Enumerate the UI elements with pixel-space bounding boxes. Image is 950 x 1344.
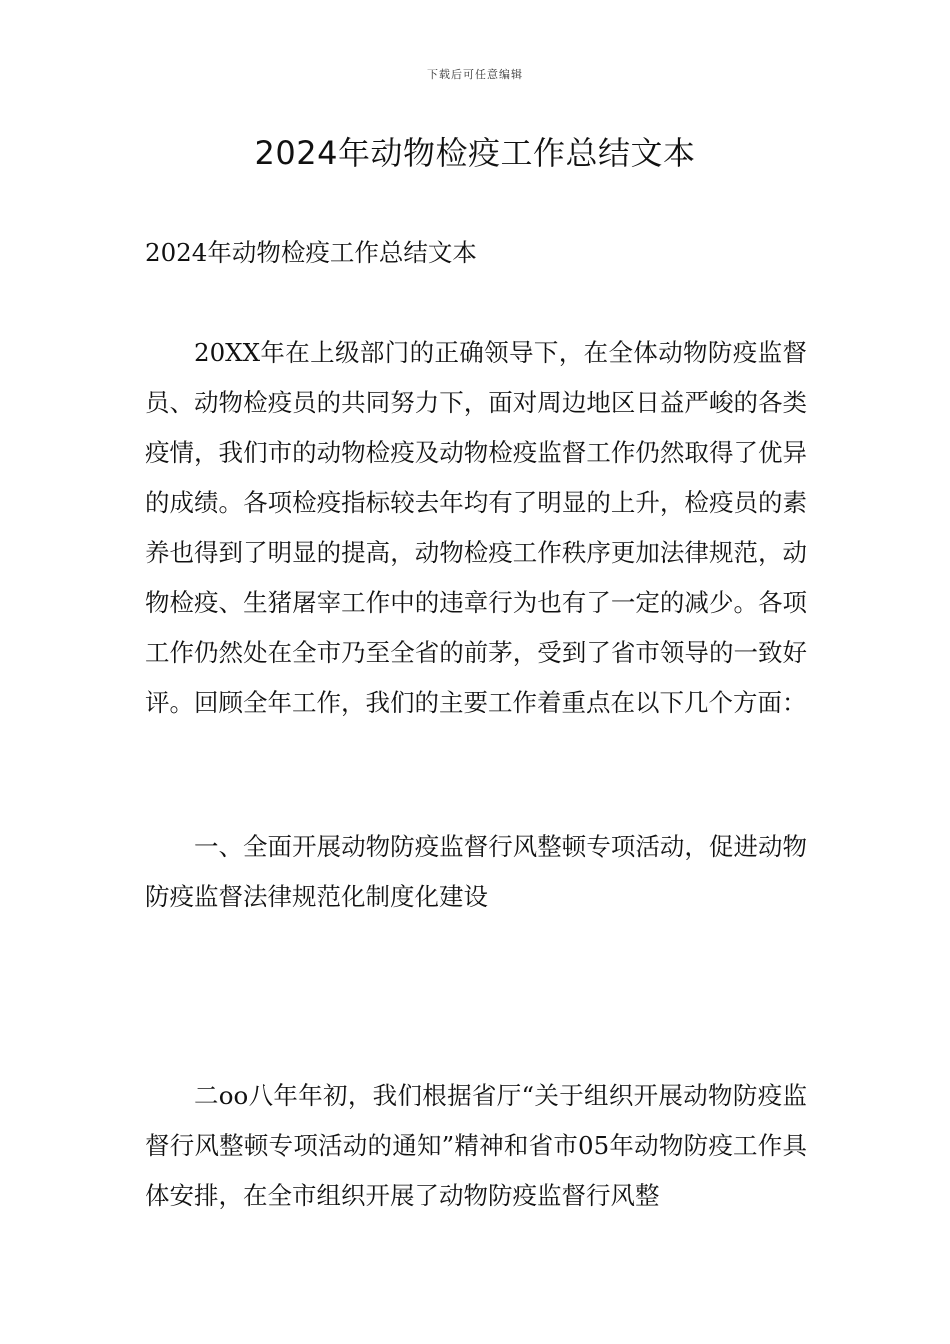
document-subtitle: 2024年动物检疫工作总结文本 [145, 238, 477, 267]
document-title: 2024年动物检疫工作总结文本 [254, 134, 696, 172]
section-heading-1: 一、全面开展动物防疫监督行风整顿专项活动，促进动物防疫监督法律规范化制度化建设 [145, 832, 807, 911]
section-paragraph-1: 二oo八年年初，我们根据省厅“关于组织开展动物防疫监督行风整顿专项活动的通知”精神和省市05年动物防疫工作具体安排，在全市组织开展了动物防疫监督行风整 [145, 1081, 807, 1210]
header-note: 下载后可任意编辑 [427, 68, 523, 81]
intro-paragraph: 20XX年在上级部门的正确领导下，在全体动物防疫监督员、动物检疫员的共同努力下，面对周边地区日益严峻的各类疫情，我们市的动物检疫及动物检疫监督工作仍然取得了优异的成绩。各项检疫指标较去年均有了明显的上升，检疫员的素养也得到了明显的提高，动物检疫工作秩序更加法律规范，动物检疫、生猪屠宰工作中的违章行为也有了一定的减少。各项工作仍然处在全市乃至全省的前茅，受到了省市领导的一致好评。回顾全年工作，我们的主要工作着重点在以下几个方面： [145, 338, 807, 717]
